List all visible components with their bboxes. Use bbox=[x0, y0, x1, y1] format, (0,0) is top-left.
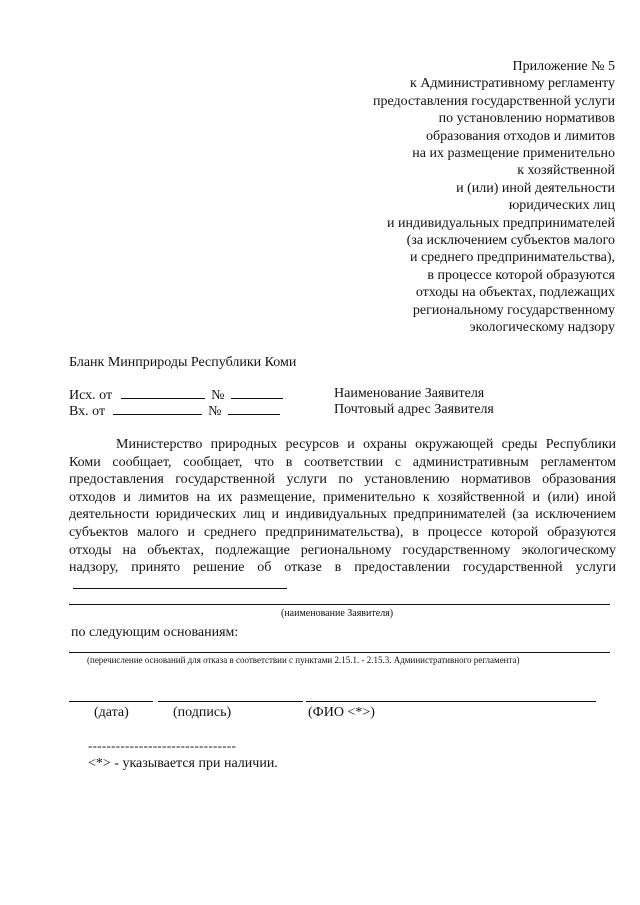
footnote-separator: -------------------------------- bbox=[88, 738, 237, 753]
appendix-line: к хозяйственной bbox=[517, 163, 615, 179]
incoming-number-field[interactable] bbox=[228, 402, 280, 415]
fio-label: (ФИО <*>) bbox=[308, 705, 375, 720]
appendix-line: предоставления государственной услуги bbox=[373, 93, 615, 109]
appendix-line: и среднего предпринимательства), bbox=[409, 250, 615, 266]
appendix-line: юридических лиц bbox=[508, 198, 615, 214]
grounds-caption: (перечисление оснований для отказа в соответствии с пунктами 2.15.1. - 2.15.3. Административного регламента) bbox=[87, 655, 520, 665]
incoming-number-label: № bbox=[208, 404, 222, 419]
appendix-line: Приложение № 5 bbox=[512, 59, 615, 74]
incoming-date-field[interactable] bbox=[113, 402, 202, 415]
footnote-text: <*> - указывается при наличии. bbox=[88, 756, 278, 771]
appendix-line: региональному государственному bbox=[412, 302, 615, 318]
appendix-line: и индивидуальных предпринимателей bbox=[387, 215, 615, 231]
decision-fill-line[interactable] bbox=[73, 577, 287, 589]
outgoing-label: Исх. от bbox=[69, 388, 113, 403]
appendix-block bbox=[295, 58, 615, 337]
signature-label: (подпись) bbox=[173, 705, 232, 720]
appendix-line: к Административному регламенту bbox=[410, 76, 615, 92]
applicant-name-label: Наименование Заявителя bbox=[334, 386, 485, 401]
grounds-line[interactable] bbox=[69, 652, 610, 653]
appendix-line: и (или) иной деятельности bbox=[456, 180, 615, 196]
appendix-line: (за исключением субъектов малого bbox=[406, 233, 615, 249]
appendix-line: в процессе которой образуются bbox=[427, 267, 615, 283]
outgoing-date-field[interactable] bbox=[121, 386, 205, 399]
incoming-registration-row bbox=[69, 402, 280, 420]
appendix-line: отходы на объектах, подлежащих bbox=[415, 285, 615, 301]
appendix-line: по установлению нормативов bbox=[438, 111, 615, 127]
applicant-name-line[interactable] bbox=[69, 604, 610, 605]
blank-header: Бланк Минприроды Республики Коми bbox=[69, 355, 297, 370]
signature-line[interactable] bbox=[158, 701, 303, 702]
date-line[interactable] bbox=[69, 701, 153, 702]
applicant-caption: (наименование Заявителя) bbox=[281, 608, 394, 619]
outgoing-number-label: № bbox=[211, 388, 225, 403]
grounds-label: по следующим основаниям: bbox=[71, 625, 239, 640]
applicant-address-label: Почтовый адрес Заявителя bbox=[334, 402, 494, 417]
appendix-line: образования отходов и лимитов bbox=[426, 128, 615, 144]
outgoing-number-field[interactable] bbox=[231, 386, 283, 399]
date-label: (дата) bbox=[94, 705, 129, 720]
incoming-label: Вх. от bbox=[69, 404, 106, 419]
fio-line[interactable] bbox=[306, 701, 596, 702]
appendix-line: экологическому надзору bbox=[469, 320, 615, 336]
appendix-line: на их размещение применительно bbox=[412, 146, 615, 162]
body-paragraph bbox=[69, 436, 616, 594]
body-text: Министерство природных ресурсов и охраны окружающей среды Республики Коми сообщает, сообщает, что в соответствии с административным регламентом предоставления государственной услуги по установлению нормативов образования отходов и лимитов на их размещение, применительно к хозяйственной и (или) иной деятельности юридических лиц и индивидуальных предпринимателей (за исключением субъектов малого и среднего предпринимательства), в процессе которой образуются отходы на объектах, подлежащие региональному государственному экологическому надзору, принято решение об отказе в предоставлении государственной услуги bbox=[69, 437, 616, 576]
